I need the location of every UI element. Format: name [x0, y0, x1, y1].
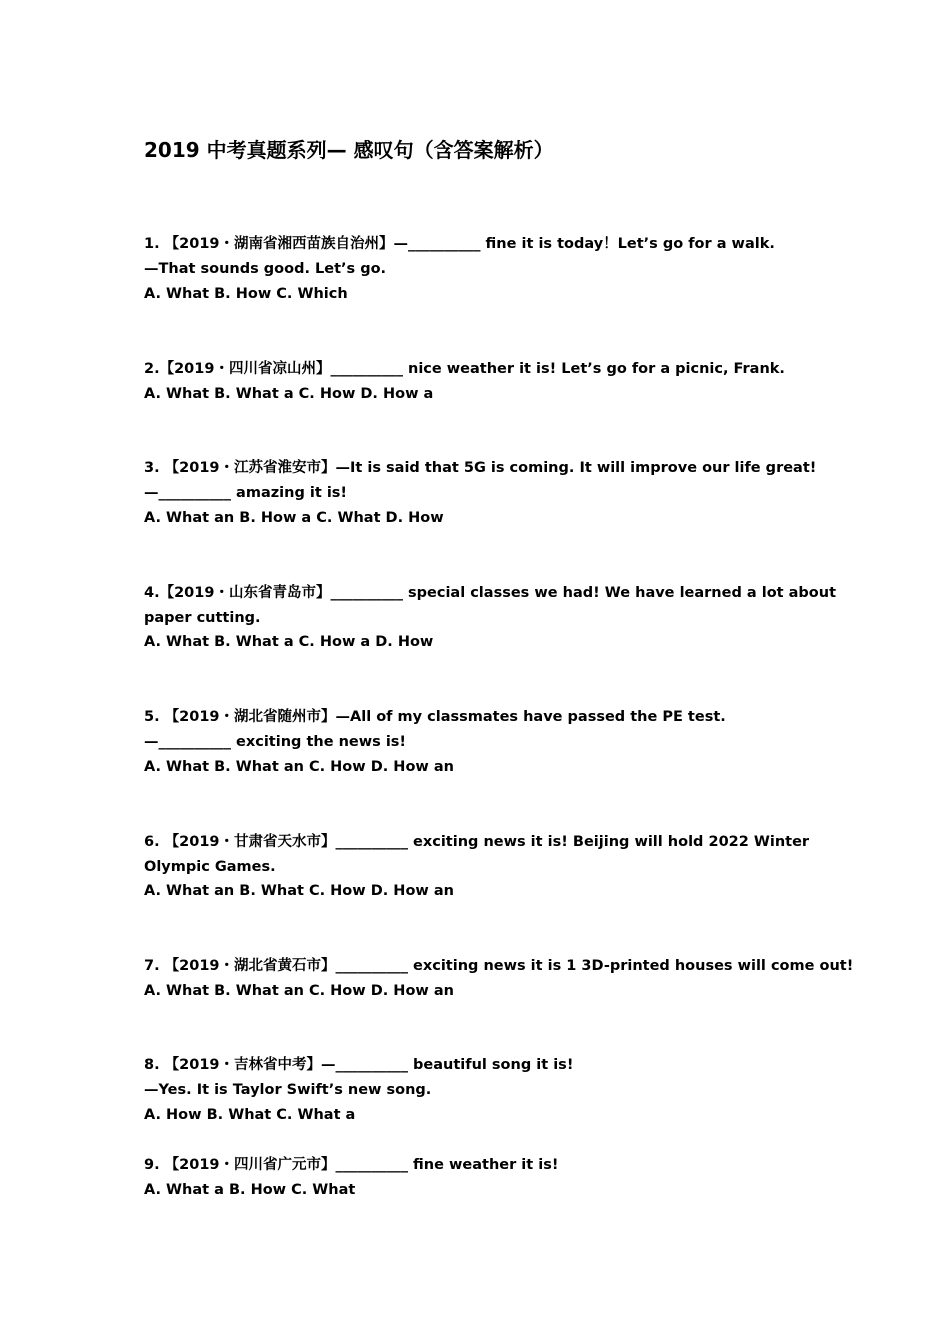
question-9-stem: 9. 【2019・四川省广元市】__________ fine weather it is! [144, 1157, 559, 1173]
question-2-options: A. What B. What a C. How D. How a [144, 386, 434, 402]
question-4-stem-cont: paper cutting. [144, 610, 261, 626]
question-5-options: A. What B. What an C. How D. How an [144, 759, 454, 775]
question-7-options: A. What B. What an C. How D. How an [144, 983, 454, 999]
question-8-reply: —Yes. It is Taylor Swift’s new song. [144, 1082, 432, 1098]
question-5-stem: 5. 【2019・湖北省随州市】—All of my classmates have passed the PE test. [144, 709, 726, 725]
question-8-stem: 8. 【2019・吉林省中考】—__________ beautiful song it is! [144, 1057, 574, 1073]
question-1-reply: —That sounds good. Let’s go. [144, 261, 387, 277]
question-7-stem: 7. 【2019・湖北省黄石市】__________ exciting news it is 1 3D-printed houses will come out! [144, 958, 854, 974]
question-8-options: A. How B. What C. What a [144, 1107, 356, 1123]
question-3-stem: 3. 【2019・江苏省淮安市】—It is said that 5G is coming. It will improve our life great! [144, 460, 817, 476]
question-4-options: A. What B. What a C. How a D. How [144, 634, 434, 650]
question-3-reply: —__________ amazing it is! [144, 485, 348, 501]
question-6-options: A. What an B. What C. How D. How an [144, 883, 454, 899]
question-6-stem-cont: Olympic Games. [144, 859, 276, 875]
document-title: 2019 中考真题系列— 感叹句（含答案解析） [144, 138, 554, 162]
question-3-options: A. What an B. How a C. What D. How [144, 510, 444, 526]
question-1-options: A. What B. How C. Which [144, 286, 348, 302]
question-6-stem: 6. 【2019・甘肃省天水市】__________ exciting news it is! Beijing will hold 2022 Winter [144, 834, 810, 850]
question-1-stem: 1. 【2019・湖南省湘西苗族自治州】—__________ fine it is today！Let’s go for a walk. [144, 236, 775, 252]
question-5-reply: —__________ exciting the news is! [144, 734, 407, 750]
question-9-options: A. What a B. How C. What [144, 1182, 356, 1198]
question-4-stem: 4.【2019・山东省青岛市】__________ special classes we had! We have learned a lot about [144, 585, 837, 601]
question-2-stem: 2.【2019・四川省凉山州】__________ nice weather it is! Let’s go for a picnic, Frank. [144, 361, 785, 377]
